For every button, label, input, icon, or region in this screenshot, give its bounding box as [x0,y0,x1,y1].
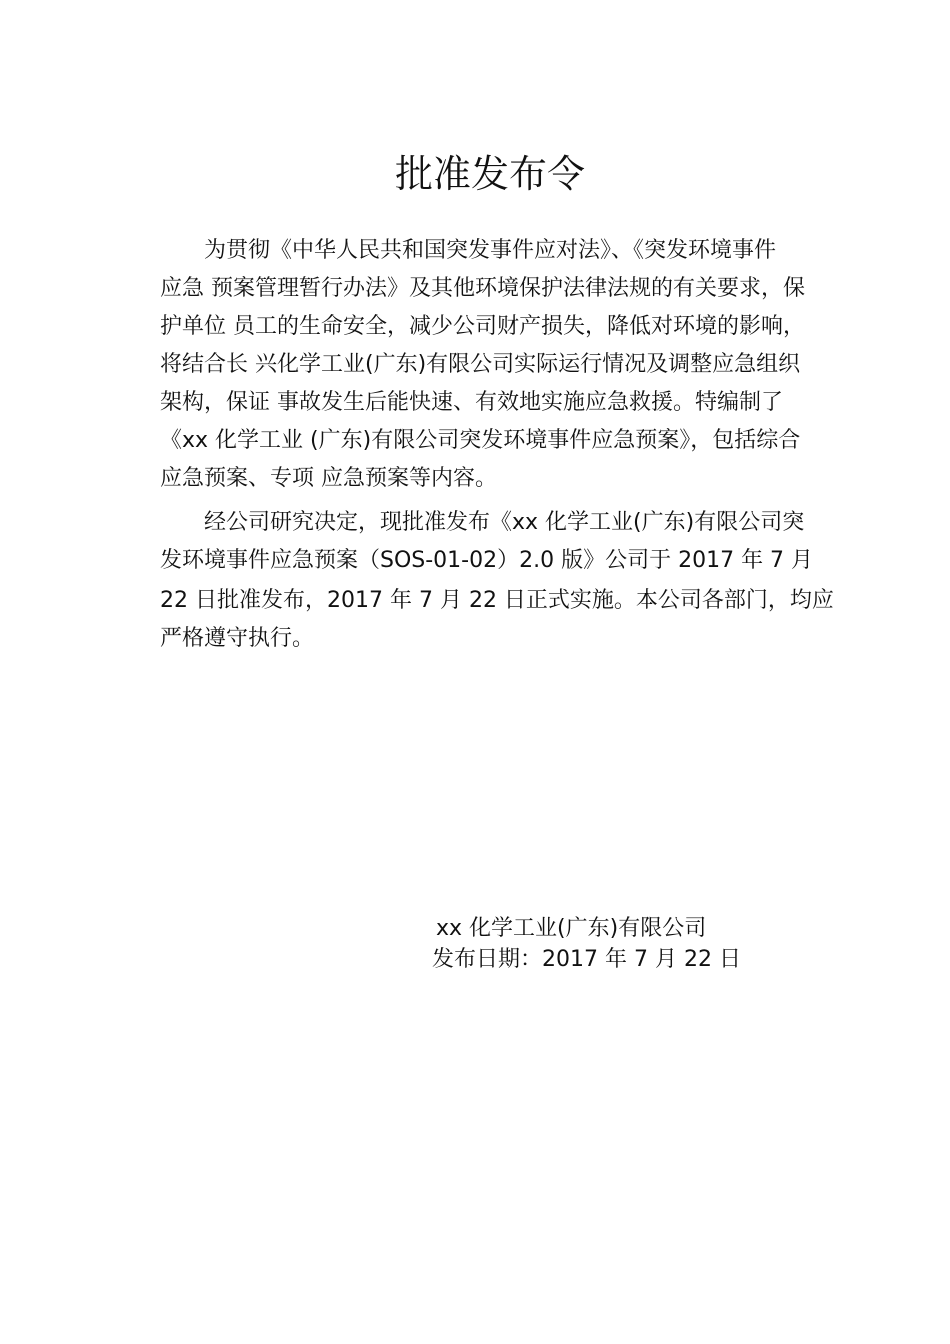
page-title: 批准发布令 [394,152,585,196]
paragraph-2-line-2: 发环境事件应急预案（SOS-01-02）2.0 版》公司于 2017 年 7 月 [160,548,814,573]
paragraph-1-line-7: 应急预案、专项 应急预案等内容。 [160,466,497,491]
paragraph-2-line-4: 严格遵守执行。 [160,626,315,651]
paragraph-1-line-4: 将结合长 兴化学工业(广东)有限公司实际运行情况及调整应急组织 [160,352,801,377]
signature-company: xx 化学工业(广东)有限公司 [436,916,707,941]
paragraph-1-line-3: 护单位 员工的生命安全，减少公司财产损失，降低对环境的影响， [160,314,805,339]
paragraph-1-line-5: 架构，保证 事故发生后能快速、有效地实施应急救援。特编制了 [160,390,783,415]
paragraph-1-line-2: 应急 预案管理暂行办法》及其他环境保护法律法规的有关要求，保 [160,276,805,301]
paragraph-2-line-3: 22 日批准发布，2017 年 7 月 22 日正式实施。本公司各部门，均应 [160,588,834,613]
signature-date: 发布日期：2017 年 7 月 22 日 [432,947,741,972]
paragraph-2-line-1: 经公司研究决定，现批准发布《xx 化学工业(广东)有限公司突 [204,510,805,535]
paragraph-1-line-6: 《xx 化学工业 (广东)有限公司突发环境事件应急预案》，包括综合 [160,428,801,453]
paragraph-1-line-1: 为贯彻《中华人民共和国突发事件应对法》、《突发环境事件 [204,238,777,263]
